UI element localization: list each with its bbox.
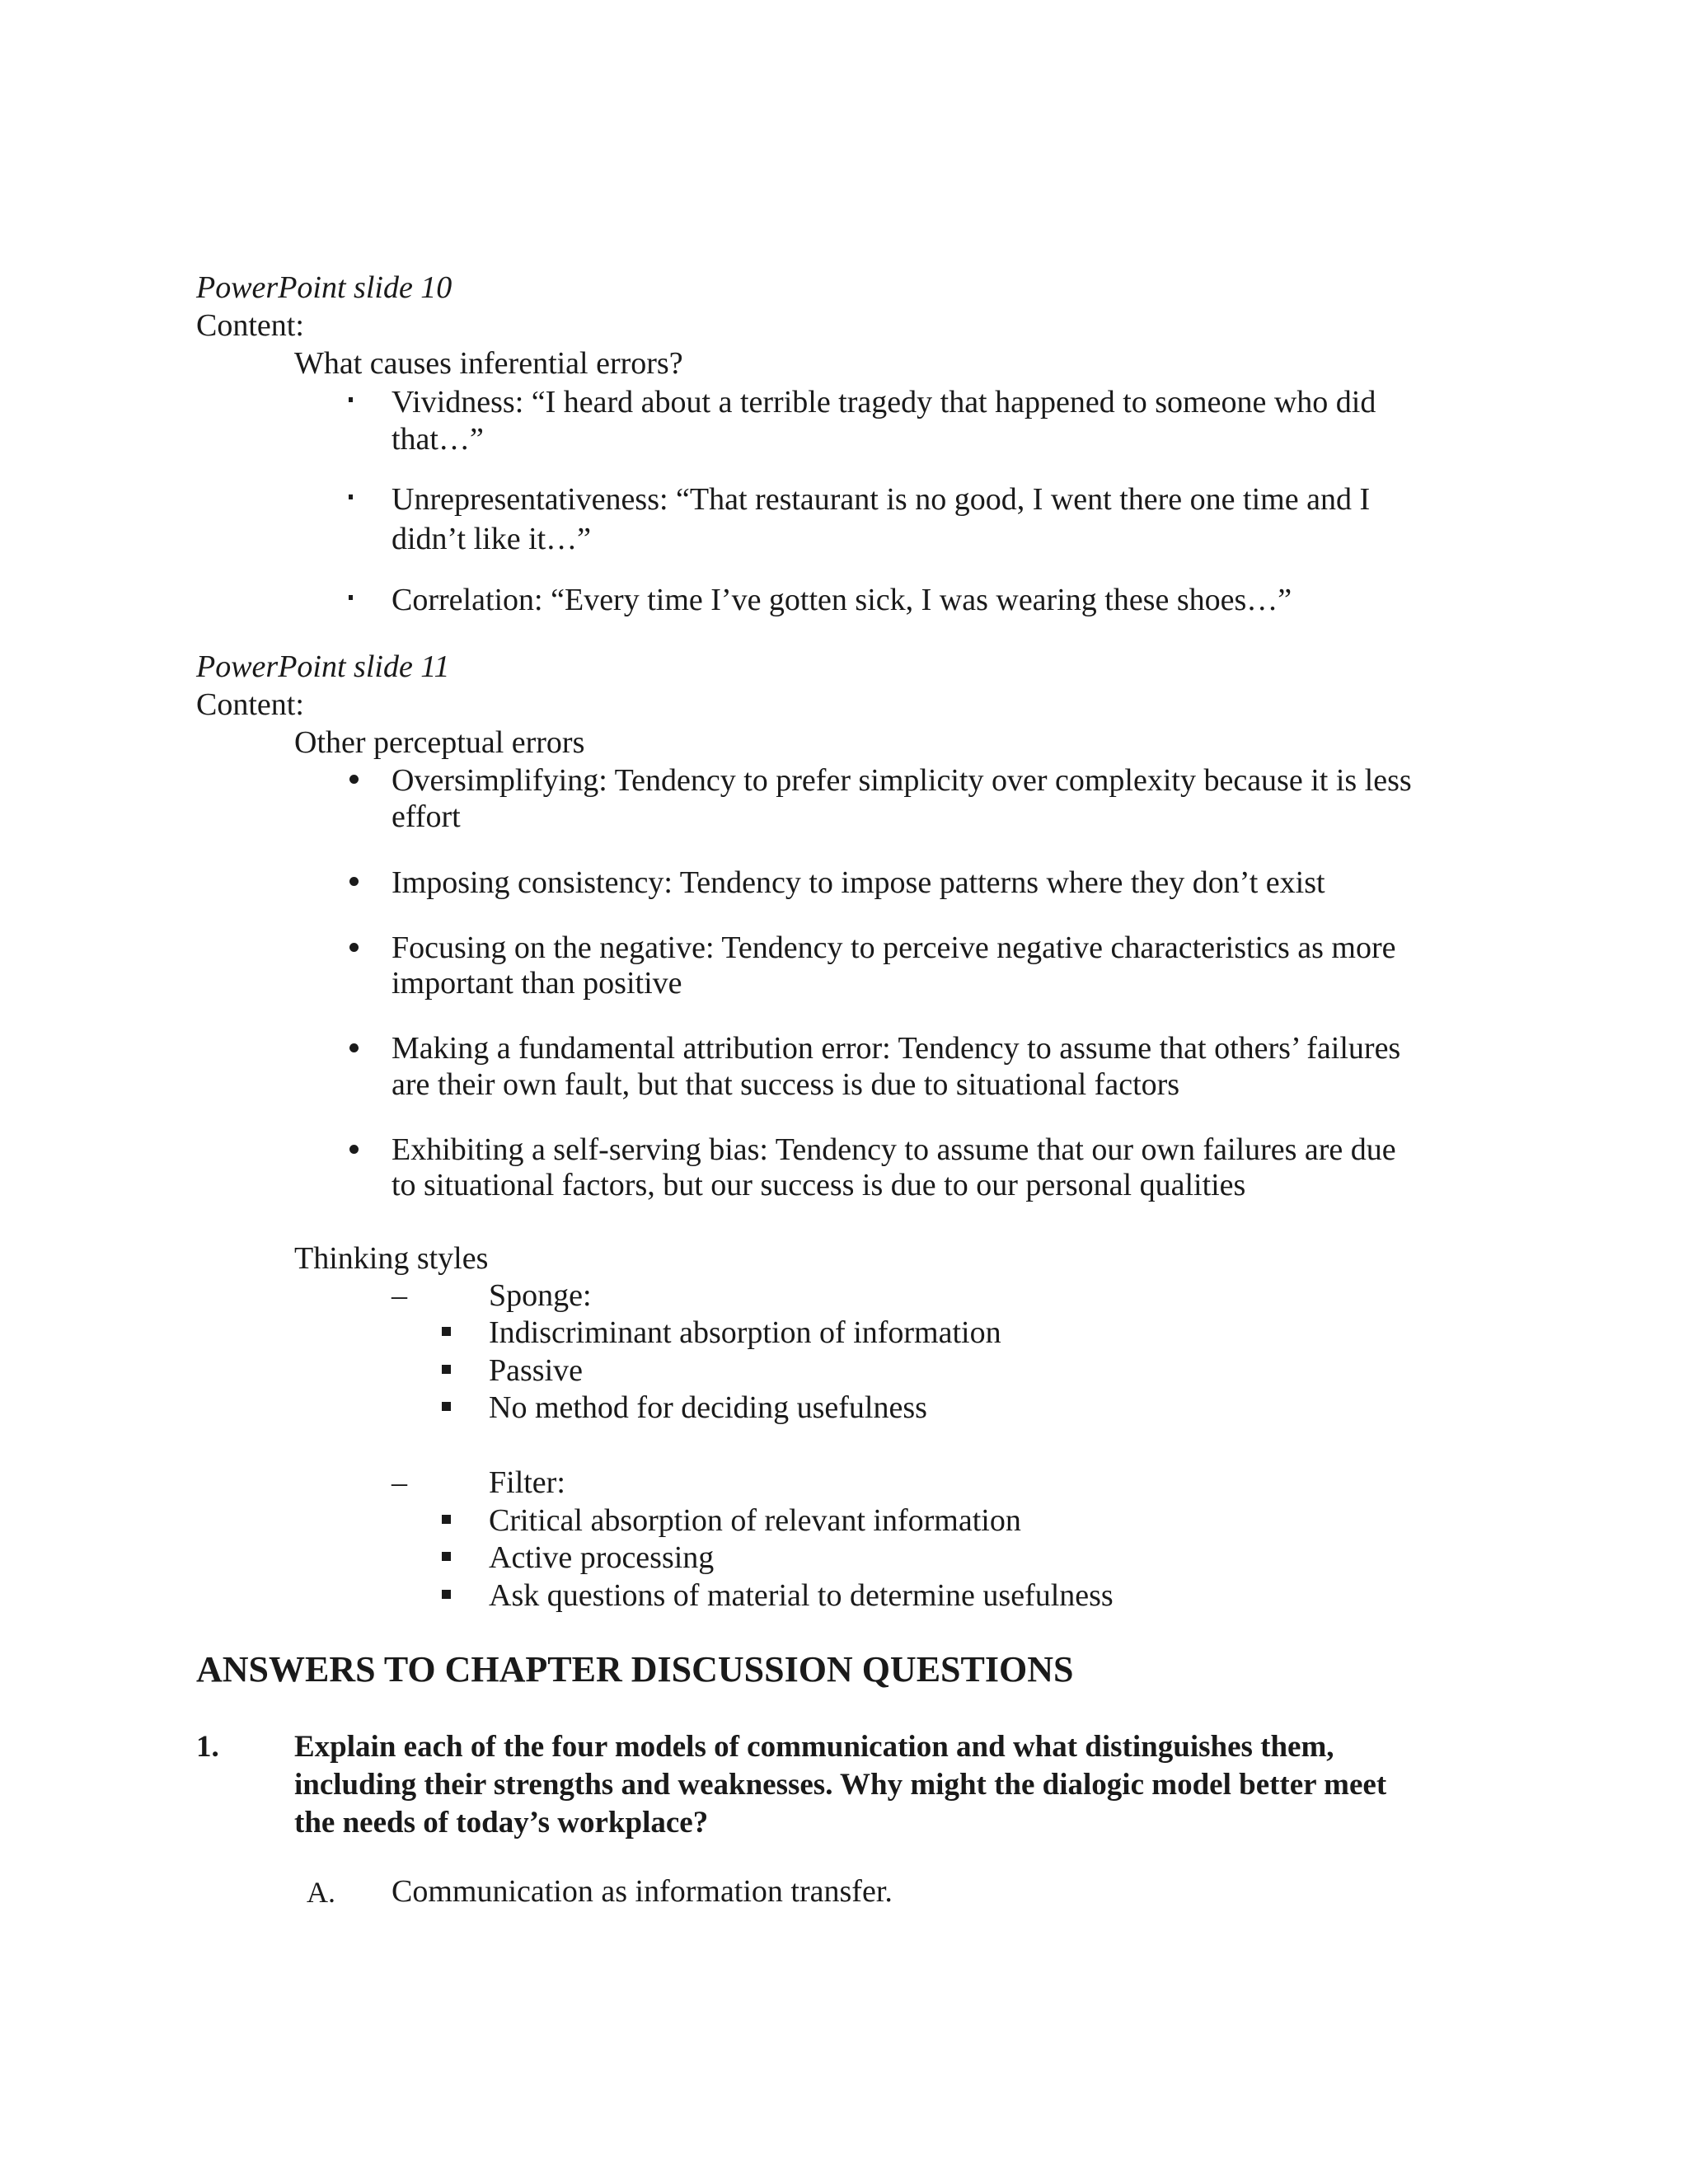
list-item: Oversimplifying: Tendency to prefer simplicity over complexity because it is less [392,763,1412,798]
item-letter: A. [307,1876,335,1909]
list-item: Exhibiting a self-serving bias: Tendency to assume that our own failures are due [392,1132,1396,1167]
list-item-continuation: that…” [392,422,484,457]
list-item: Vividness: “I heard about a terrible tragedy that happened to someone who did [392,385,1376,419]
list-item: Active processing [489,1540,715,1575]
slide-11-content-label: Content: [196,687,304,722]
list-item: Unrepresentativeness: “That restaurant is no good, I went there one time and I [392,482,1371,517]
list-item: Focusing on the negative: Tendency to perceive negative characteristics as more [392,930,1396,965]
list-item: Correlation: “Every time I’ve gotten sick, I was wearing these shoes…” [392,583,1292,617]
dash-marker: – [392,1278,407,1313]
slide-11-subheading: Other perceptual errors [294,725,585,760]
thinking-styles-label: Thinking styles [294,1241,489,1276]
list-item: Making a fundamental attribution error: Tendency to assume that others’ failures [392,1031,1401,1066]
list-item: No method for deciding usefulness [489,1390,927,1425]
slide-10-content-label: Content: [196,308,304,343]
bullet-dot-icon [349,775,359,784]
question-text-line: including their strengths and weaknesses. Why might the dialogic model better meet [294,1768,1387,1802]
bullet-square-icon [349,397,353,402]
bullet-dot-icon [349,877,359,886]
bullet-square-icon [349,595,353,600]
bullet-dot-icon [349,1145,359,1154]
style-name: Filter: [489,1465,565,1500]
dash-marker: – [392,1465,407,1500]
bullet-dot-icon [349,1043,359,1052]
list-item: Critical absorption of relevant information [489,1503,1021,1538]
list-item-continuation: important than positive [392,966,682,1001]
item-text: Communication as information transfer. [392,1874,893,1909]
list-item: Passive [489,1353,583,1388]
bullet-square-icon [442,1402,451,1411]
list-item: Imposing consistency: Tendency to impose patterns where they don’t exist [392,865,1325,900]
list-item-continuation: effort [392,799,461,834]
slide-10-question: What causes inferential errors? [294,346,683,381]
bullet-square-icon [442,1590,451,1599]
section-heading: ANSWERS TO CHAPTER DISCUSSION QUESTIONS [196,1649,1074,1690]
list-item-continuation: are their own fault, but that success is due to situational factors [392,1067,1180,1102]
style-name: Sponge: [489,1278,592,1313]
question-text-line: the needs of today’s workplace? [294,1806,709,1840]
bullet-square-icon [442,1552,451,1561]
list-item: Indiscriminant absorption of information [489,1315,1001,1350]
bullet-square-icon [442,1515,451,1524]
bullet-square-icon [349,494,353,499]
question-text-line: Explain each of the four models of communication and what distinguishes them, [294,1730,1334,1764]
question-number: 1. [196,1730,219,1764]
list-item-continuation: didn’t like it…” [392,522,592,556]
list-item: Ask questions of material to determine usefulness [489,1578,1114,1613]
slide-10-heading: PowerPoint slide 10 [196,270,452,305]
slide-11-heading: PowerPoint slide 11 [196,649,450,684]
list-item-continuation: to situational factors, but our success is due to our personal qualities [392,1168,1246,1202]
bullet-dot-icon [349,943,359,952]
bullet-square-icon [442,1365,451,1374]
bullet-square-icon [442,1327,451,1336]
